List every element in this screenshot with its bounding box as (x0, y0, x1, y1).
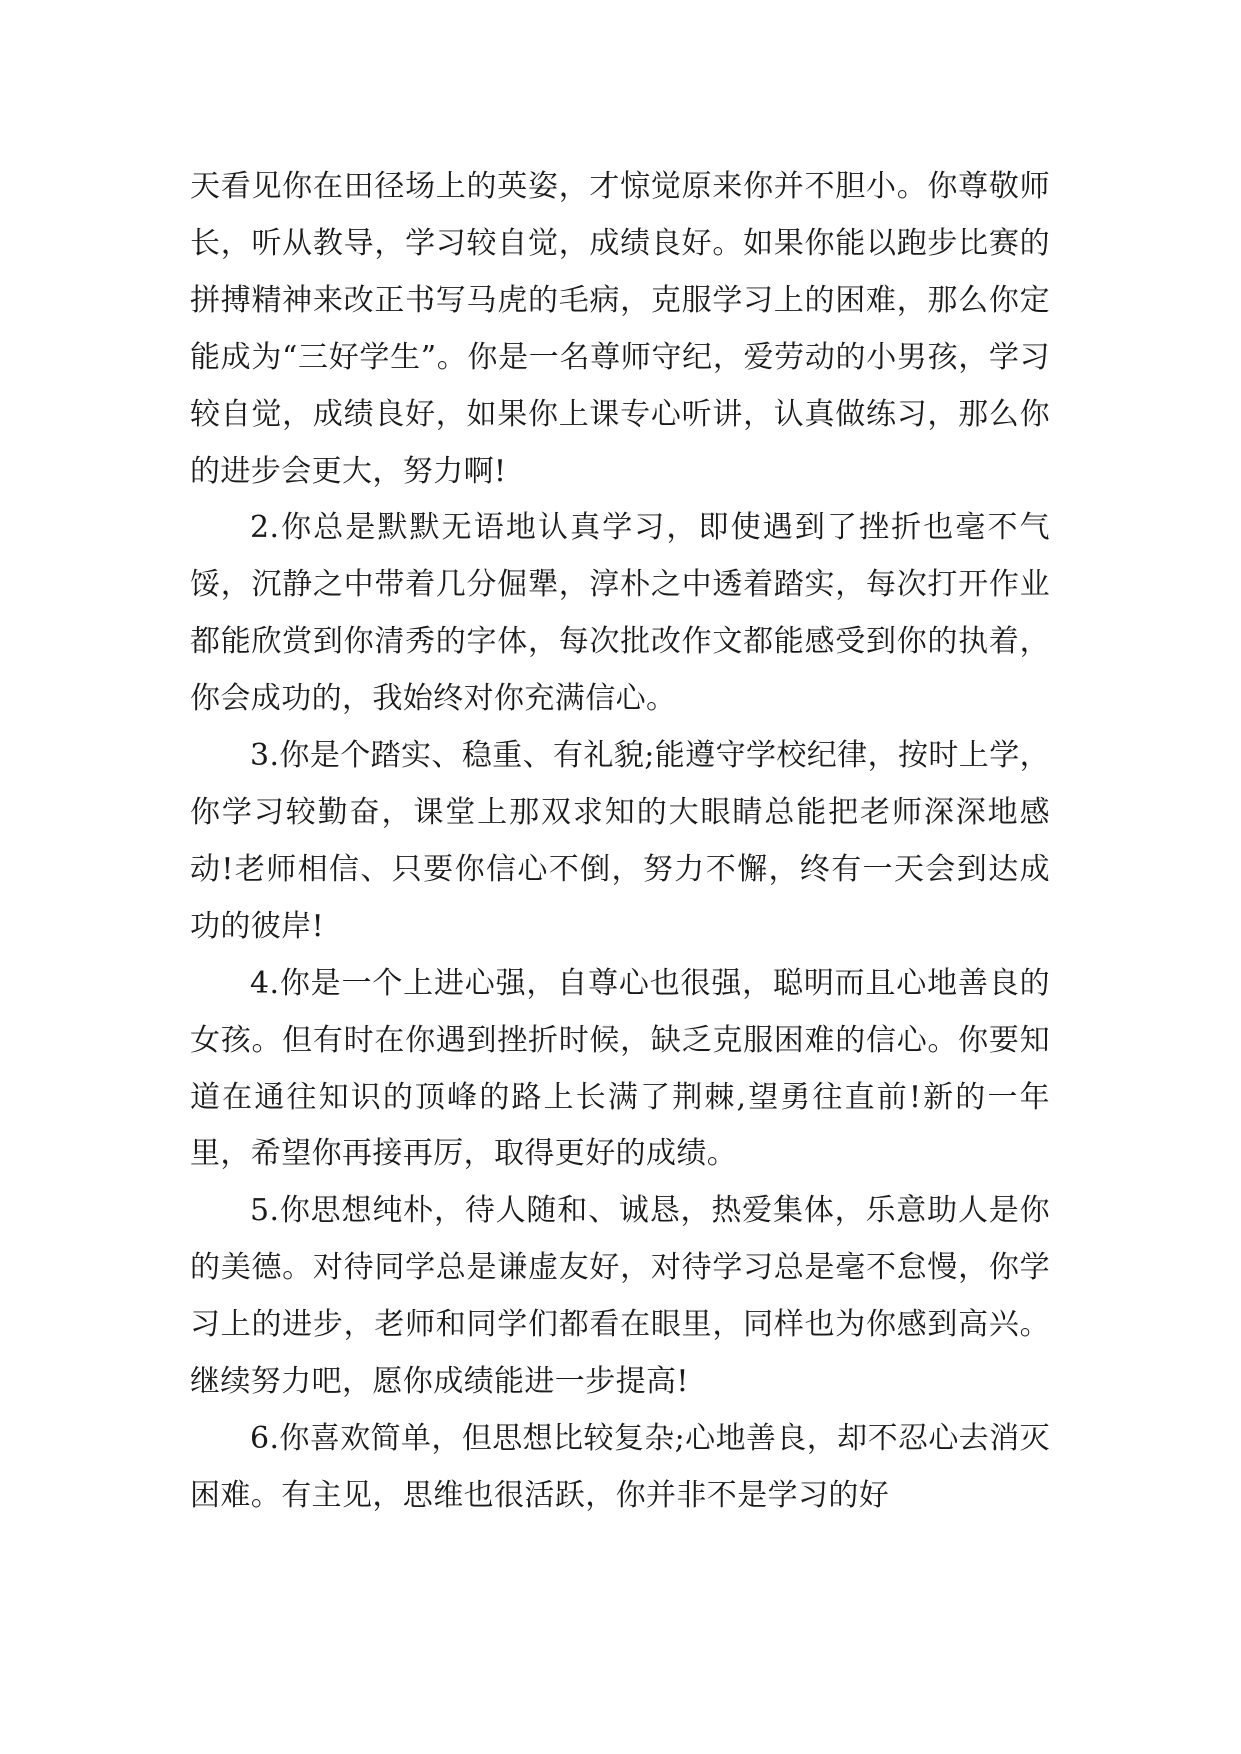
paragraph-comment-5: 5.你思想纯朴，待人随和、诚恳，热爱集体，乐意助人是你的美德。对待同学总是谦虚友好，对待学习总是毫不怠慢，你学习上的进步，老师和同学们都看在眼里，同样也为你感到高兴。继续努力吧，愿你成绩能进一步提高! (190, 1193, 1050, 1400)
paragraph-continued: 天看见你在田径场上的英姿，才惊觉原来你并不胆小。你尊敬师长，听从教导，学习较自觉，成绩良好。如果你能以跑步比赛的拼搏精神来改正书写马虎的毛病，克服学习上的困难，那么你定能成为“三好学生”。你是一名尊师守纪，爱劳动的小男孩，学习较自觉，成绩良好，如果你上课专心听讲，认真做练习，那么你的进步会更大，努力啊! (190, 169, 1050, 489)
paragraph-comment-6: 6.你喜欢简单，但思想比较复杂;心地善良，却不忍心去消灭困难。有主见，思维也很活跃，你并非不是学习的好 (190, 1420, 1050, 1513)
paragraph-comment-4: 4.你是一个上进心强，自尊心也很强，聪明而且心地善良的女孩。但有时在你遇到挫折时候，缺乏克服困难的信心。你要知道在通往知识的顶峰的路上长满了荆棘,望勇往直前!新的一年里，希望你再接再厉，取得更好的成绩。 (190, 965, 1050, 1172)
paragraph-comment-2: 2.你总是默默无语地认真学习，即使遇到了挫折也毫不气馁，沉静之中带着几分倔犟，淳朴之中透着踏实，每次打开作业都能欣赏到你清秀的字体，每次批改作文都能感受到你的执着，你会成功的，我始终对你充满信心。 (190, 510, 1050, 717)
paragraph-comment-3: 3.你是个踏实、稳重、有礼貌;能遵守学校纪律，按时上学，你学习较勤奋，课堂上那双求知的大眼睛总能把老师深深地感动!老师相信、只要你信心不倒，努力不懈，终有一天会到达成功的彼岸! (190, 738, 1050, 944)
document-body (190, 159, 1050, 1525)
